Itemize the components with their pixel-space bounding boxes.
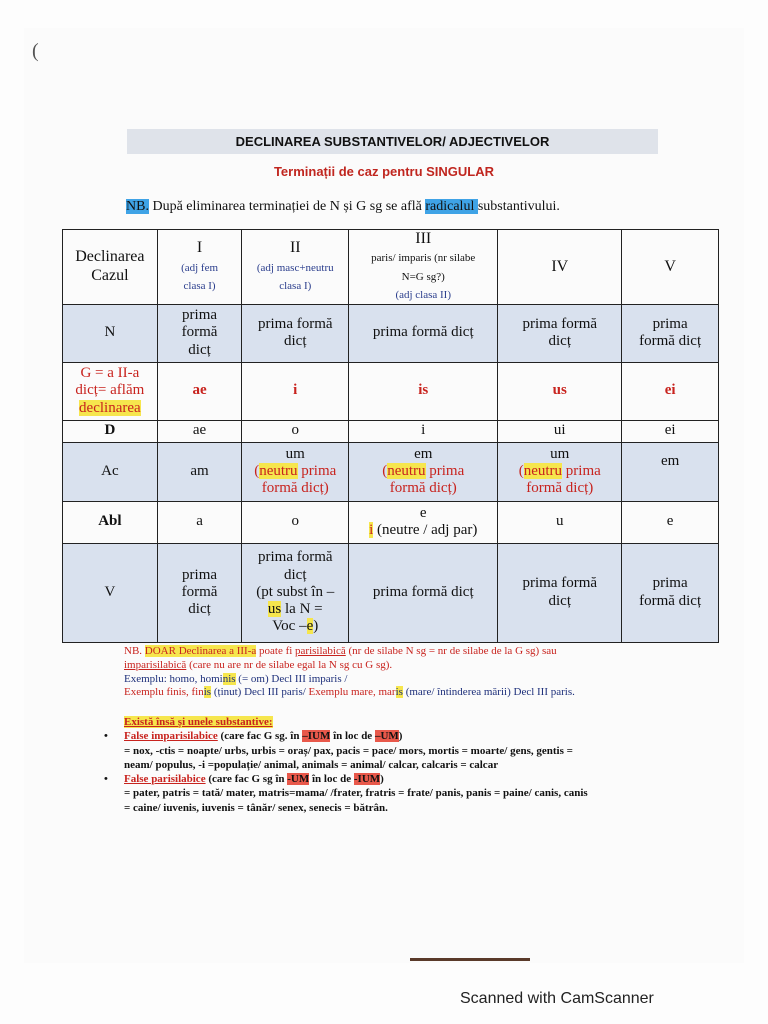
cell: o	[242, 420, 349, 442]
cell: o	[242, 501, 349, 543]
cell: e	[622, 501, 719, 543]
list-item: • False imparisilabice (care fac G sg. în –IUM în loc de –UM) = nox, -ctis = noapte/ urbs, urbis = oraș/ pax, pacis = pace/ mors, mortis = moarte/ gens, gentis = neam/ populus, -i =populație/ animal, animals = animal/ calcar, calcaris = calcar	[104, 730, 573, 771]
nb-radical-note	[126, 199, 560, 215]
nb-label: NB.	[126, 199, 149, 214]
cell: prima formă dicț	[498, 543, 622, 642]
col-header-II: II (adj masc+neutru clasa I)	[242, 230, 349, 305]
col-header-V: V	[622, 230, 719, 305]
nb-text-a: După eliminarea terminației de N și G sg se află	[148, 199, 426, 214]
cell: ui	[498, 420, 622, 442]
cell: prima formă dicț	[349, 304, 498, 362]
row-Abl	[63, 501, 719, 543]
cell: ae	[157, 362, 242, 420]
cell: prima formă dicț	[242, 304, 349, 362]
row-G	[63, 362, 719, 420]
cell: em	[622, 442, 719, 501]
exceptions-list	[104, 729, 664, 815]
row-label: G = a II-a dicț= aflăm declinarea	[63, 362, 158, 420]
cell: am	[157, 442, 242, 501]
row-label: V	[63, 543, 158, 642]
row-label: Abl	[63, 501, 158, 543]
cell: prima formă dicț	[498, 304, 622, 362]
cell: prima formă dicț	[622, 543, 719, 642]
row-N	[63, 304, 719, 362]
row-label: N	[63, 304, 158, 362]
cell: um (neutru prima formă dicț)	[242, 442, 349, 501]
cell: e i (neutre / adj par)	[349, 501, 498, 543]
page-edge-line	[410, 958, 530, 961]
exceptions-section	[104, 715, 664, 815]
cell: i	[349, 420, 498, 442]
camscanner-watermark: Scanned with CamScanner	[460, 990, 654, 1007]
example-1: Exemplu: homo, hominis (= om) Decl III imparis /	[124, 672, 348, 685]
row-Ac	[63, 442, 719, 501]
page-title: DECLINAREA SUBSTANTIVELOR/ ADJECTIVELOR	[127, 129, 658, 154]
cell: ei	[622, 420, 719, 442]
col-header-IV: IV	[498, 230, 622, 305]
col-header-III: III paris/ imparis (nr silabe N=G sg?) (adj clasa II)	[349, 230, 498, 305]
cell: prima formă dicț (pt subst în – us la N = Voc –e)	[242, 543, 349, 642]
cell: um (neutru prima formă dicț)	[498, 442, 622, 501]
corner-cell: Declinarea Cazul	[63, 230, 158, 305]
cell: prima formă dicț	[157, 304, 242, 362]
cell: prima formă dicț	[349, 543, 498, 642]
nb-notes	[124, 645, 664, 700]
cell: i	[242, 362, 349, 420]
cell: prima formă dicț	[622, 304, 719, 362]
cell: em (neutru prima formă dicț)	[349, 442, 498, 501]
col-header-I: I (adj fem clasa I)	[157, 230, 242, 305]
list-item: • False parisilabice (care fac G sg în -UM în loc de -IUM) = pater, patris = tată/ mater, matris=mama/ /frater, fratris = frate/ panis, panis = paine/ canis, canis = caine/ iuvenis, iuvenis = tânăr/ senex, senecis = bătrân.	[104, 773, 588, 814]
exceptions-heading: Există însă și unele substantive:	[124, 716, 273, 728]
cell: prima formă dicț	[157, 543, 242, 642]
page-subtitle: Terminații de caz pentru SINGULAR	[273, 164, 495, 179]
row-label: D	[63, 420, 158, 442]
note-line-1: NB. DOAR Declinarea a III-a poate fi parisilabică (nr de silabe N sg = nr de silabe de la G sg) sau	[124, 645, 557, 657]
cell: a	[157, 501, 242, 543]
cell: ei	[622, 362, 719, 420]
scan-mark: (	[32, 40, 39, 62]
nb-text-b: substantivului.	[477, 199, 560, 214]
table-header-row	[63, 230, 719, 305]
cell: us	[498, 362, 622, 420]
declension-table	[62, 229, 719, 643]
cell: is	[349, 362, 498, 420]
cell: u	[498, 501, 622, 543]
example-2: Exemplu finis, finis (ținut) Decl III paris/ Exemplu mare, maris (mare/ întinderea mării) Decl III paris.	[124, 686, 575, 699]
cell: ae	[157, 420, 242, 442]
note-line-2: imparisilabică (care nu are nr de silabe egal la N sg cu G sg).	[124, 658, 393, 671]
row-V	[63, 543, 719, 642]
row-label: Ac	[63, 442, 158, 501]
radical-highlight: radicalul	[425, 199, 478, 214]
row-D	[63, 420, 719, 442]
